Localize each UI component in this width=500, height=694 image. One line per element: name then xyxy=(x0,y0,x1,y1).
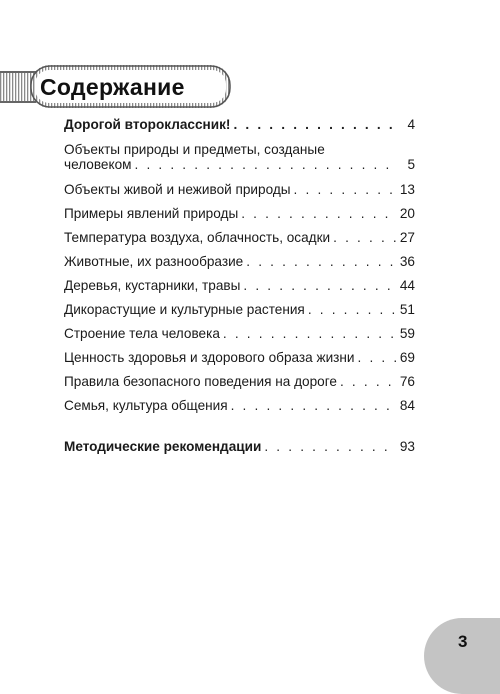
toc-item-intro[interactable] xyxy=(64,117,415,132)
toc-item-title: Методические рекомендации xyxy=(64,439,262,454)
toc-item-page: 20 xyxy=(399,206,415,221)
toc-item-page: 36 xyxy=(399,254,415,269)
dot-leader xyxy=(223,326,396,341)
page-number-tab xyxy=(424,618,500,694)
toc-item-title: Строение тела человека xyxy=(64,326,220,341)
toc-item[interactable] xyxy=(64,182,415,197)
dot-leader xyxy=(333,230,396,245)
toc-item-title-line1: Объекты природы и предметы, созданые xyxy=(64,142,325,157)
toc-item[interactable] xyxy=(64,254,415,269)
toc-item-title: Дикорастущие и культурные растения xyxy=(64,302,305,317)
toc-item-title: Объекты живой и неживой природы xyxy=(64,182,291,197)
dot-leader xyxy=(134,157,396,172)
toc-item-page: 5 xyxy=(407,157,415,172)
toc-item-title: Деревья, кустарники, травы xyxy=(64,278,241,293)
toc-item[interactable] xyxy=(64,374,415,389)
toc-item-title: Правила безопасного поведения на дороге xyxy=(64,374,337,389)
toc-item-page: 4 xyxy=(407,117,415,132)
page-title: Содержание xyxy=(40,74,185,100)
toc-item-page: 27 xyxy=(399,230,415,245)
dot-leader xyxy=(241,206,396,221)
toc-item-page: 13 xyxy=(399,182,415,197)
toc-item-title: Температура воздуха, облачность, осадки xyxy=(64,230,331,245)
toc-item-page: 84 xyxy=(399,398,415,413)
dot-leader xyxy=(340,374,396,389)
toc-item[interactable] xyxy=(64,230,415,245)
toc-item-title: Ценность здоровья и здорового образа жизни xyxy=(64,350,355,365)
dot-leader xyxy=(246,254,396,269)
dot-leader xyxy=(308,302,396,317)
toc-item-title: Семья, культура общения xyxy=(64,398,228,413)
toc-item-page: 59 xyxy=(399,326,415,341)
toc-item-title: Примеры явлений природы xyxy=(64,206,239,221)
toc-item-objects[interactable] xyxy=(64,142,415,172)
dot-leader xyxy=(264,439,396,454)
table-of-contents xyxy=(64,117,415,454)
dot-leader xyxy=(233,117,396,132)
toc-item-title: Дорогой второклассник! xyxy=(64,117,231,132)
toc-item[interactable] xyxy=(64,278,415,293)
toc-item-page: 69 xyxy=(399,350,415,365)
toc-item[interactable] xyxy=(64,206,415,221)
toc-item[interactable] xyxy=(64,398,415,413)
toc-item[interactable] xyxy=(64,326,415,341)
toc-item-title: Животные, их разнообразие xyxy=(64,254,244,269)
toc-item-methods[interactable] xyxy=(64,439,415,454)
toc-item-page: 93 xyxy=(399,439,415,454)
toc-item-page: 76 xyxy=(399,374,415,389)
toc-item[interactable] xyxy=(64,302,415,317)
dot-leader xyxy=(231,398,396,413)
toc-item[interactable] xyxy=(64,350,415,365)
toc-item-page: 44 xyxy=(399,278,415,293)
dot-leader xyxy=(358,350,396,365)
page-number: 3 xyxy=(458,632,468,651)
dot-leader xyxy=(243,278,396,293)
toc-item-page: 51 xyxy=(399,302,415,317)
dot-leader xyxy=(294,182,396,197)
toc-item-title-line2: человеком xyxy=(64,157,132,172)
